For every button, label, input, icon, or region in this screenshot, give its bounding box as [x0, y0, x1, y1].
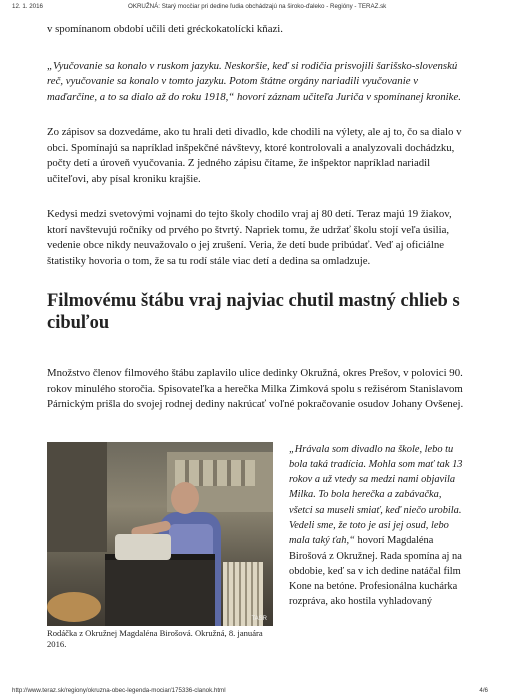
paragraph-3: Zo zápisov sa dozvedáme, ako tu hrali deti divadlo, kde chodili na výlety, ale aj to, čo sa dialo v obci. Spomínajú sa napríklad inšpekčné návštevy, ktoré kontrolovali a analyzovali dochádzku, počty detí a úroveň vyučovania. Z jedného zápisu čítame, že inšpektor napríklad nariadil učiteľovi, aby písal kroniku krajšie. — [47, 126, 462, 185]
page-url: http://www.teraz.sk/regiony/okruzna-obec-legenda-mociar/175336-clanok.html — [12, 687, 226, 694]
print-title: OKRUŽNÁ: Starý mocčiar pri dedine ľudia obchádzajú na široko-ďaleko - Regióny - TERAZ.sk — [128, 3, 387, 10]
article-body — [47, 22, 465, 658]
quote-column — [289, 442, 467, 610]
paragraph-4: Kedysi medzi svetovými vojnami do tejto školy chodilo vraj aj 80 detí. Teraz majú 19 žiakov, ktorí navštevujú ročníky od prvého po štvrtý. Napriek tomu, že udržať školu stojí veľa úsilia, vedenie obce nikdy neuvažovalo o jej zrušení. Veria, že detí bude pribúdať. Veď aj oficiálne štatistiky hovoria o tom, že sa tu rodí stále viac detí a dedina sa omladzuje. — [47, 208, 452, 267]
quote-paragraph — [289, 442, 467, 610]
paragraph-quote-1: „Vyučovanie sa konalo v ruskom jazyku. Neskoršie, keď si rodičia prisvojili šarišsko-slovenskú reč, vyučovanie sa konalo v tomto jazyku. Potom štátne orgány nariadili vyučovanie v maďarčine, a to sa dialo až do roku 1918,“ hovorí záznam učiteľa Juriča v spomínanej kronike. — [47, 59, 461, 103]
photo-watermark: TASR — [251, 615, 267, 622]
print-footer — [12, 687, 496, 694]
figure-row — [47, 442, 465, 658]
page-number: 4/6 — [479, 687, 488, 694]
paragraph-5: Množstvo členov filmového štábu zaplavilo ulice dedinky Okružná, okres Prešov, v polovici 90. rokov minulého storočia. Spisovateľka a herečka Milka Zimková spolu s režisérom Stanislavom Párnickým prišla do svojej rodnej dediny nakrúcať voľné pokračovanie osudov Johany Ovšenej. — [47, 367, 464, 410]
quote-attribution: hovorí Magdaléna Birošová z Okružnej. Rada spomína aj na obdobie, keď sa v ich dedine natáčal film Kone na betóne. Profesionálna kuchárka rozpráva, ako hostila vyhladovaný — [289, 535, 462, 608]
photo-caption: Rodáčka z Okružnej Magdaléna Birošová. Okružná, 8. januára 2016. — [47, 627, 263, 649]
article-photo — [47, 442, 273, 626]
print-date: 12. 1. 2016 — [12, 3, 43, 10]
paragraph-1: v spomínanom období učili deti gréckokatolícki kňazi. — [47, 23, 283, 35]
section-heading: Filmovému štábu vraj najviac chutil mastný chlieb s cibuľou — [47, 291, 460, 333]
quote-text: „Hrávala som divadlo na škole, lebo tu bola taká tradícia. Mohla som mať tak 13 rokov a už vtedy sa medzi nami objavila Milka. To bola herečka a zabávačka, všetci sa museli smiať, keď niečo urobila. Vedeli sme, že toto je asi jej osud, lebo mala taký ťah,“ — [289, 443, 463, 547]
